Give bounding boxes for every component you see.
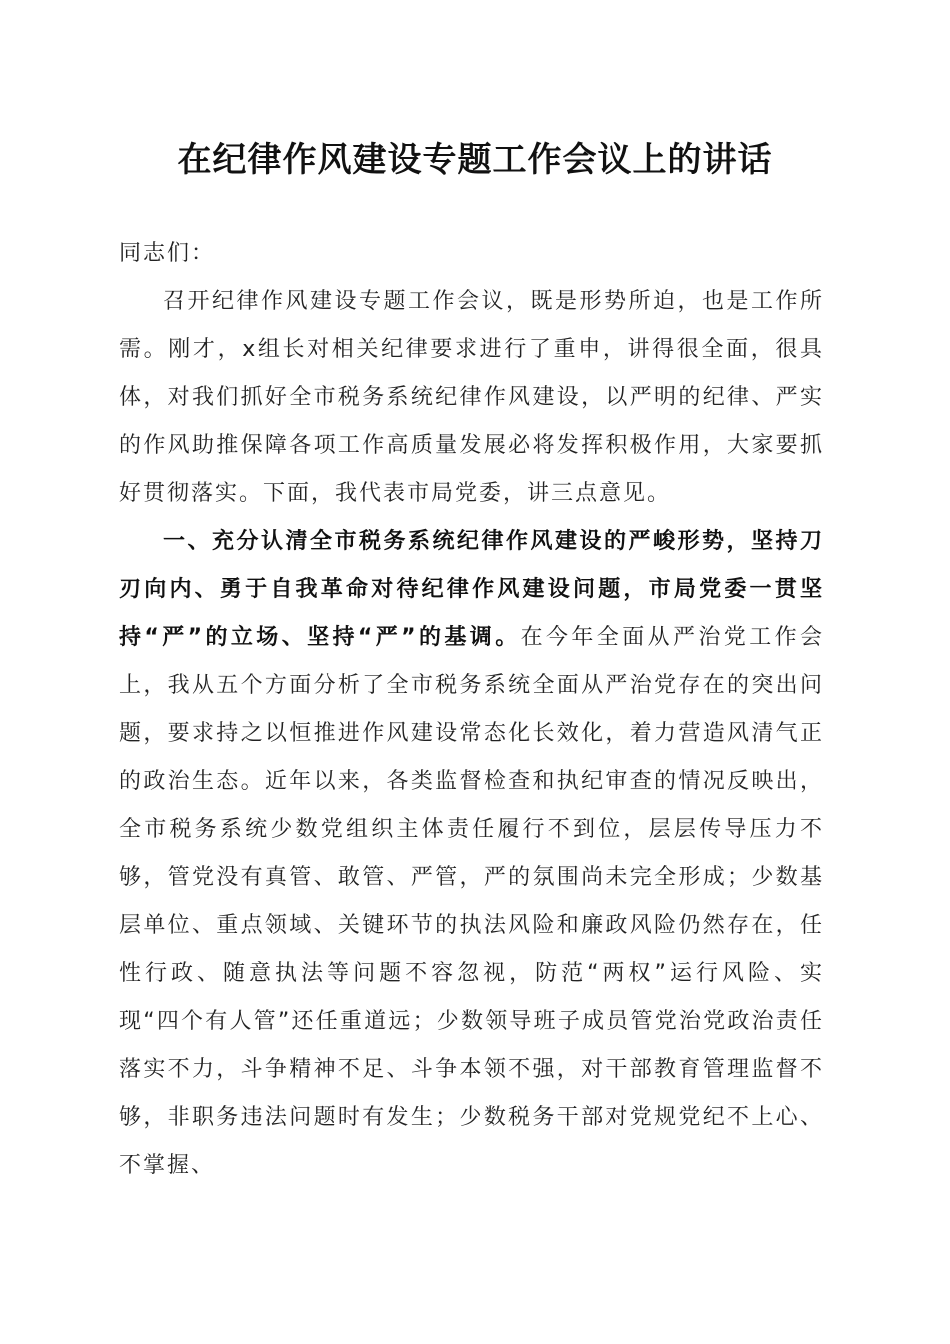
salutation: 同志们： (119, 241, 216, 266)
section-one-heading: 一、充分认清全市税务系统纪律作风建设的严峻形势，坚持刀刃向内、勇于自我革命对待纪律作风建设问题，市局党委一贯坚持“严”的立场、坚持“严”的基调。 (119, 529, 824, 650)
opening-paragraph: 召开纪律作风建设专题工作会议，既是形势所迫，也是工作所需。刚才，x组长对相关纪律要求进行了重申，讲得很全面，很具体，对我们抓好全市税务系统纪律作风建设，以严明的纪律、严实的作风助推保障各项工作高质量发展必将发挥积极作用，大家要抓好贯彻落实。下面，我代表市局党委，讲三点意见。 (119, 289, 824, 506)
document-title: 在纪律作风建设专题工作会议上的讲话 (177, 140, 773, 180)
document-body (119, 230, 824, 1190)
section-one-body: 在今年全面从严治党工作会上，我从五个方面分析了全市税务系统全面从严治党存在的突出问题，要求持之以恒推进作风建设常态化长效化，着力营造风清气正的政治生态。近年以来，各类监督检查和执纪审查的情况反映出，全市税务系统少数党组织主体责任履行不到位，层层传导压力不够，管党没有真管、敢管、严管，严的氛围尚未完全形成；少数基层单位、重点领域、关键环节的执法风险和廉政风险仍然存在，任性行政、随意执法等问题不容忽视，防范“两权”运行风险、实现“四个有人管”还任重道远；少数领导班子成员管党治党政治责任落实不力，斗争精神不足、斗争本领不强，对干部教育管理监督不够，非职务违法问题时有发生；少数税务干部对党规党纪不上心、不掌握、 (119, 625, 824, 1178)
section-one-paragraph (119, 518, 824, 1190)
